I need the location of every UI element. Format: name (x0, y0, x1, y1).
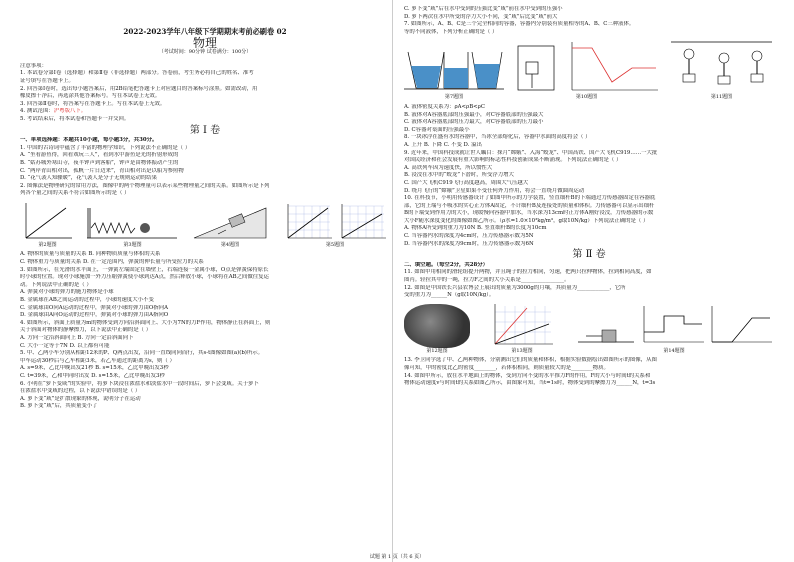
question-line: A. 高铁列车因为速度快，所以惯性大 (404, 164, 493, 171)
section-two-heading: 二、填空题。（每空2分，共28分） (404, 261, 489, 268)
subject-title: 物理 (192, 35, 217, 50)
scope-value: 沪粤版八下。 (53, 108, 87, 115)
question-line: B. “姑苏城外寒山寺，夜半钟声到客船”，钟声是由物体振动产生的 (20, 159, 179, 166)
column-divider (392, 0, 393, 562)
page-footer: 试题 第 1 页（共 6 页） (369, 554, 425, 560)
notes-block (20, 63, 390, 124)
question-line: C. t=39米，乙和甲同时出发 D. s=15米，乙比甲晚出发3秒 (20, 372, 165, 379)
figure-q13 (487, 302, 557, 356)
figure-caption: 第14题图 (663, 347, 685, 354)
figure-q7 (404, 38, 504, 102)
question-line: A. “坐看游鱼得，回看戏玩三人”，看到水中游鱼是光的折射形成的 (20, 152, 179, 159)
figure-q14 (574, 302, 774, 356)
question-line: A. 物体的质量与质量的关系 B. 同种物质质量与体积的关系 (20, 251, 161, 258)
right-questions-d (404, 357, 774, 387)
question-line: 9. 近年来，中国科技成就让世人瞩目：探月“嫦娥”、入海“蛟龙”、中国高铁、国产大飞机C919……一大批 (404, 149, 658, 156)
question-line: C. 当容器内水的深度为4cm时，压力传感器示数为5N (404, 233, 534, 240)
left-figures-row (20, 200, 390, 250)
right-column (404, 6, 774, 388)
notes-line: 2. 回答第Ⅰ卷时，选出每小题答案后，用2B铅笔把答题卡上对应题目的答案标号涂黑。如需改动，用 (20, 85, 258, 92)
graph-linear-figure (20, 200, 75, 242)
section-one-heading: 一、单项选择题：本题共10小题，每小题3分，共30分。 (20, 137, 158, 144)
figure-q2 (20, 200, 75, 250)
question-line: D. C容器对桌面的压强最小 (404, 126, 470, 133)
figure-caption: 第7题图 (444, 94, 464, 101)
question-line: 图丙。轻拉其中的一绳，拉力F之间的大小关系是________________。 (404, 277, 570, 284)
figure-caption: 第5题图 (325, 241, 345, 248)
right-figures-row-2 (404, 302, 774, 356)
question-line: 甲车运动30秒后与乙车相距3米，若乙车通过的距离为s，则（ ） (20, 357, 175, 364)
question-line: 5. 甲、乙两小车分别从相距12米的P、Q两点出发，沿同一直线同向而行，其s-t图像如图(a)(b)所示。 (20, 350, 264, 357)
question-line: A. s=9米，乙比甲晚出发21秒 B. s=15米，乙比甲晚出发3秒 (20, 365, 169, 372)
figure-q4 (190, 200, 270, 250)
question-line: 13. 李卫同学选了甲、乙两种物体，分别测出它们的质量和体积，根据实验数据绘出如图所示的图像，从图 (404, 357, 657, 364)
figure-q5 (280, 200, 390, 250)
question-line: 像可知，甲的密度比乙的密度________，若体积相同，则质量较大的是________物质。 (404, 365, 609, 371)
notes-label: 注意事项： (20, 62, 47, 69)
question-line: 部，它的上端与不吸水的实心正方体A固定，不计细杆B及连接处的质量和体积。力传感器可以显示出细杆 (404, 202, 655, 209)
left-questions-a (20, 145, 390, 198)
question-line: C. 物体重力与质量的关系 D. 在一定范围内，弹簧的伸长量与所受拉力的关系 (20, 259, 204, 266)
figure-caption: 第12题图 (426, 347, 448, 354)
question-line: 在浓盐水中变咸的过程，以下说法中错误的是（ ） (20, 388, 141, 395)
left-column (20, 6, 390, 411)
question-line: D. 萝卜两次在水中所受的浮力大小不同，变“咸”后比变“咸”前大 (404, 13, 558, 20)
question-line: 10. 在科技节，小明用传感器设计了如图甲所示的力学装置，竖直细杆B的下端通过力传感器固定在容器底 (404, 195, 656, 202)
question-line: D. “花气袭人知骤暖”，花气袭人是分子无规则运动的结果 (20, 175, 158, 182)
question-line: 对国民经济和社会发展有重大影响的标志性科技创新成果不断涌现。下列说法正确的是（ ） (404, 157, 622, 164)
question-line: 6. 小明在“萝卜变咸”的实验中，将萝卜块浸在浓盐水和淡盐水中一段时间后，萝卜会变咸。关于萝卜 (20, 380, 259, 387)
question-line: 4. 如图所示，斜面上质量为m的物体受到方向沿斜面向上、大小为7N的力F作用，物体静止在斜面上，则 (20, 319, 271, 326)
part-two-heading: 第 Ⅱ 卷 (572, 249, 606, 261)
question-line: A. 萝卜变“咸”是扩散现象的体现，说明分子在运动 (20, 395, 141, 402)
incline-figure (190, 200, 270, 242)
question-line: 14. 如图甲所示，放在水平地面上的物体，受到方向不变的水平推力F的作用，F的大小与时间t的关系和 (404, 372, 651, 379)
figure-caption: 第11题图 (710, 94, 733, 101)
right-questions-b (404, 104, 774, 248)
question-line: 大小F随水深度变化的图像如图乙所示。（ρ水=1.0×10³kg/m³，g取10N/kg）下列说法正确的是（ ） (404, 217, 649, 224)
figure-q10 (512, 38, 662, 102)
question-line: 动。下列说法中正确的是（ ） (20, 281, 92, 288)
scope-prefix: 4. 测试范围： (20, 108, 54, 115)
question-line: B. 金属球在AB之间运动的过程中，小球的速度大小不变 (20, 297, 154, 304)
question-line: A. 液体密度关系为：ρA<ρB<ρC (404, 103, 485, 110)
question-line: A. 方向一定沿斜面向上 B. 方向一定沿斜面向下 (20, 335, 134, 341)
figure-caption: 第10题图 (575, 94, 598, 101)
question-line: B. 浸没在水中的“蛟龙”下潜时，所受浮力增大 (404, 172, 514, 179)
figure-caption: 第4题图 (220, 241, 240, 248)
question-line: C. 液体对A容器底部的压力最大，对C容器底部的压力最小 (404, 119, 544, 126)
figure-q11 (669, 38, 774, 102)
notes-line: 橡皮擦干净后，再选涂其他答案标号。写在本试卷上无效。 (20, 93, 161, 100)
notes-end: 5. 考试结束后，将本试卷和答题卡一并交回。 (20, 115, 130, 122)
pulley-figure (669, 38, 774, 94)
st-graphs-figure (280, 200, 390, 242)
question-line: 时小球的位置。现对小球施加一外力压缩弹簧使小球到达A点，然后释放小球，小球将在AB之间做往复运 (20, 274, 269, 281)
question-line: 受的重力为______N（g取10N/kg）。 (404, 292, 495, 299)
right-figures-row (404, 38, 774, 102)
figure-caption: 第3题图 (123, 241, 142, 248)
question-line: C. 大小一定等于7N D. 以上都有可能 (20, 342, 110, 349)
figure-caption: 第2题图 (38, 241, 57, 248)
question-line: 列各个量之间的关系不符合如图所示的是（ ） (20, 190, 130, 197)
spring-ball-figure (85, 200, 180, 242)
moon-soil-photo (404, 304, 470, 348)
question-line: 12. 如图是中国铁长兴县农博会上展出的质量为3000g的月壤，其质量为____________，它所 (404, 284, 626, 291)
question-line: 等的不同液体，下列分析正确的是（ ） (404, 28, 498, 35)
question-line: 2. 图像法是物理研究的常用方法，图像中的两个物理量可以表示某些物理量之间的关系。如图所示是下列 (20, 182, 270, 189)
question-line: B. 萝卜变“咸”后，其质量变小了 (20, 403, 98, 410)
question-line: C. 国产大飞机C919飞行高度越高，周围大气压越大 (404, 179, 529, 186)
notes-line: 3. 回答第Ⅱ卷时，将答案写在答题卡上。写在本试卷上无效。 (20, 100, 166, 107)
exam-title: 2022-2023学年八年级下学期期末考前必刷卷 02 (123, 27, 287, 36)
notes-line: 证号填写在答题卡上。 (20, 77, 74, 84)
question-line: C. “两岸青山相对出，孤帆一片日边来”，青山相对出是以船为参照物 (20, 167, 184, 174)
left-questions-b (20, 251, 390, 410)
question-line: 物体运动速度v与时间t的关系如图乙所示，由图象可知，当t=1s时，物体受到的摩擦力为______N，t=3s (404, 380, 656, 387)
question-line: 8. 一块冰浮在盛有水的容器中，当冰全部熔化后，容器中水面的高度将会（ ） (404, 134, 591, 141)
sensor-figure (512, 38, 662, 94)
figure-q3 (85, 200, 180, 250)
question-line: B. 液体对A容器底部的压强最小，对C容器底部的压强最大 (404, 111, 544, 118)
question-line: B的下端受到作用力的大小，现缓慢向容器中加水，当水深为13cm时正方体A刚好浸没，力传感器的示数 (404, 210, 654, 217)
part-one-heading: 第 Ⅰ 卷 (189, 124, 221, 136)
question-line: D. 绕月飞行的“嫦娥”卫星如果不受任何外力作用，将会一直绕月做圆周运动 (404, 187, 585, 194)
right-questions-c (404, 269, 774, 299)
exam-meta: （考试时间：90分钟 试卷满分：100分） (158, 49, 252, 56)
figure-q12 (404, 304, 470, 356)
question-line: 1. 中国的古诗词中蕴含了丰富的物理学知识，下列说法不正确的是（ ） (20, 144, 191, 151)
figure-caption: 第13题图 (511, 347, 533, 354)
question-line: A. 物体A所受到的重力为10N B. 竖直细杆B的长度为10cm (404, 225, 547, 232)
containers-figure (404, 38, 504, 94)
notes-scope (20, 108, 390, 116)
question-line: A. 弹簧对小球的弹力的施力物体是小球 (20, 289, 114, 296)
question-line: A. 上升 B. 下降 C. 不变 D. 溢出 (404, 141, 482, 148)
question-line: 7. 如图所示，A、B、C是三个完全相同的容器，容器内分别装有质量相等的A、B、C三种液体。 (404, 21, 635, 28)
question-line: C. 萝卜变“咸”后在水中受到的压强比变“咸”前在水中受到的压强小 (404, 6, 563, 12)
question-line: D. 金属球由A向O运动的过程中，弹簧对小球的弹力由A指向O (20, 312, 169, 319)
question-line: 关于斜面对物体的静摩擦力，以下说法中正确的是（ ） (20, 327, 152, 334)
question-line: D. 当容器内水的深度为9cm时，压力传感器示数为6N (404, 240, 534, 247)
right-questions-a (404, 6, 774, 36)
mass-volume-graph (487, 302, 557, 348)
question-line: C. 金属球由O向A运动的过程中，弹簧对小球的弹力由O指向A (20, 304, 168, 311)
question-line: 3. 如图所示，在光滑的水平面上，一弹簧左端固定在墙壁上，右端连接一金属小球，O点是弹簧保持原长 (20, 266, 269, 273)
force-velocity-figure (574, 302, 774, 348)
notes-line: 1. 本试卷分第Ⅰ卷（选择题）和第Ⅱ卷（非选择题）两部分。答卷前，考生务必将自己的姓名、准考 (20, 70, 254, 77)
question-line: 11. 如图甲用相同的滑轮组提升两物，并且绳子的拉力相同，匀速，把两只拉伸物体，拉到相同高度，如 (404, 269, 652, 276)
